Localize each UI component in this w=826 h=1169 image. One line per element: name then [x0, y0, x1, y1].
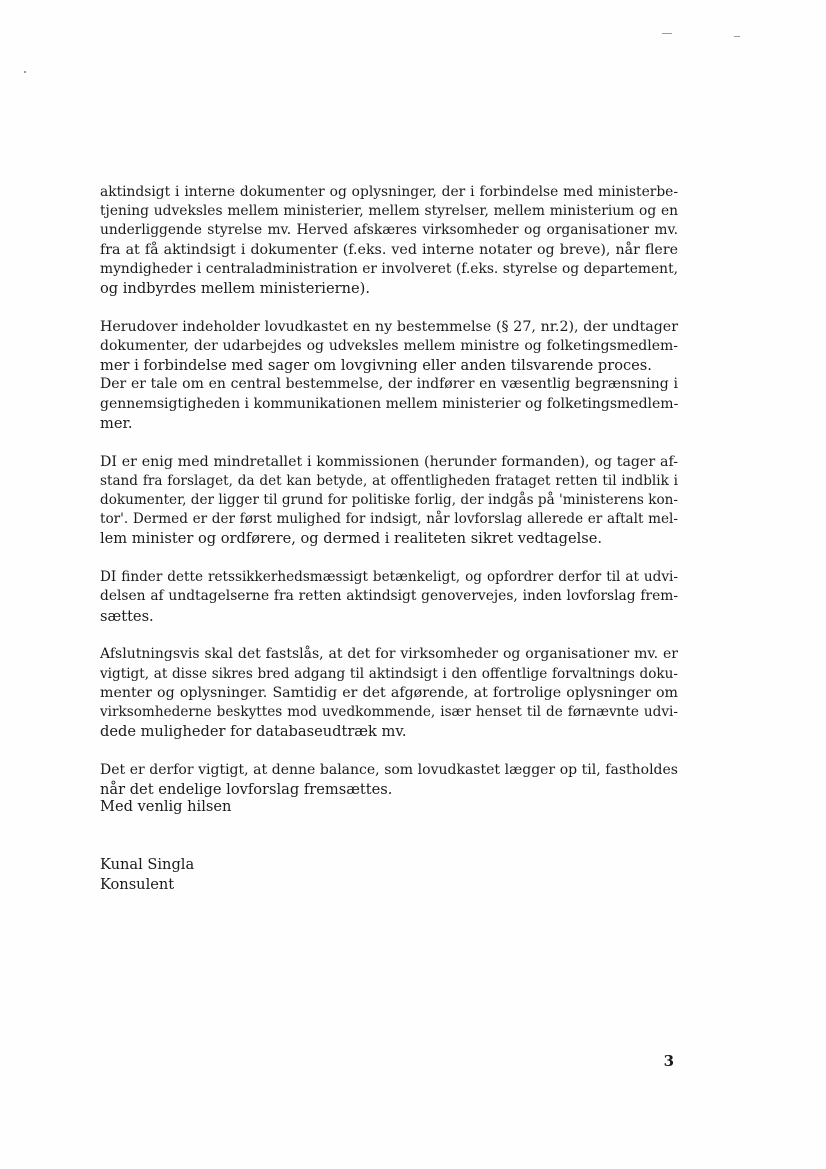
text-line: Afslutningsvis skal det fastslås, at det for virksomheder og organisationer mv. er: [100, 646, 678, 663]
paragraph-1: [100, 183, 678, 298]
text-line: virksomhederne beskyttes mod uvedkommende, især henset til de førnævnte udvi-: [100, 704, 678, 721]
text-line: underliggende styrelse mv. Herved afskæres virksomheder og organisationer mv.: [100, 222, 678, 239]
scan-speck: [24, 71, 26, 73]
text-line: DI finder dette retssikkerhedsmæssigt betænkeligt, og opfordrer derfor til at udvi-: [100, 569, 678, 586]
text-line: lem minister og ordførere, og dermed i realiteten sikret vedtagelse.: [100, 530, 603, 548]
text-line: myndigheder i centraladministration er involveret (f.eks. styrelse og departement,: [100, 260, 678, 277]
scan-speck: [734, 36, 740, 37]
paragraph-5: [100, 645, 678, 741]
text-line: dede muligheder for databaseudtræk mv.: [100, 723, 407, 741]
text-line: mer.: [100, 414, 133, 432]
letter-body: [100, 183, 678, 819]
text-line: aktindsigt i interne dokumenter og oplysninger, der i forbindelse med ministerbe-: [100, 184, 678, 200]
text-line: DI er enig med mindretallet i kommissionen (herunder formanden), og tager af-: [100, 453, 678, 470]
signer-title: Konsulent: [100, 876, 175, 893]
text-line: vigtigt, at disse sikres bred adgang til aktindsigt i den offentlige forvaltnings doku-: [100, 665, 678, 682]
signer-name: Kunal Singla: [100, 856, 195, 873]
text-line: Det er derfor vigtigt, at denne balance, som lovudkastet lægger op til, fastholdes: [100, 762, 678, 779]
text-line: Der er tale om en central bestemmelse, der indfører en væsentlig begrænsning i: [100, 376, 678, 393]
text-line: gennemsigtigheden i kommunikationen mellem ministerier og folketingsmedlem-: [100, 395, 679, 412]
text-line: delsen af undtagelserne fra retten aktindsigt genovervejes, inden lovforslag frem-: [100, 588, 678, 605]
text-line: dokumenter, der ligger til grund for politiske forlig, der indgås på 'ministerens kon-: [100, 492, 678, 509]
paragraph-2: [100, 318, 678, 433]
text-line: mer i forbindelse med sager om lovgivning eller anden tilsvarende proces.: [100, 357, 652, 375]
page-number: 3: [663, 1052, 674, 1070]
text-line: stand fra forslaget, da det kan betyde, at offentligheden frataget retten til indblik i: [100, 472, 678, 489]
text-line: dokumenter, der udarbejdes og udveksles mellem ministre og folketingsmedlem-: [100, 338, 678, 355]
text-line: fra at få aktindsigt i dokumenter (f.eks. ved interne notater og breve), når flere: [100, 241, 678, 258]
scan-speck: [662, 33, 672, 34]
closing-greeting: Med venlig hilsen: [100, 798, 232, 815]
paragraph-6: [100, 761, 678, 799]
text-line: når det endelige lovforslag fremsættes.: [100, 781, 393, 799]
text-line: sættes.: [100, 607, 154, 625]
text-line: og indbyrdes mellem ministerierne).: [100, 280, 370, 298]
paragraph-4: [100, 568, 678, 626]
text-line: menter og oplysninger. Samtidig er det afgørende, at fortrolige oplysninger om: [100, 684, 678, 701]
paragraph-3: [100, 453, 678, 549]
text-line: tjening udveksles mellem ministerier, mellem styrelser, mellem ministerium og en: [100, 203, 678, 220]
text-line: tor'. Dermed er der først mulighed for indsigt, når lovforslag allerede er aftalt mel-: [100, 511, 678, 528]
text-line: Herudover indeholder lovudkastet en ny bestemmelse (§ 27, nr.2), der undtager: [100, 318, 678, 335]
